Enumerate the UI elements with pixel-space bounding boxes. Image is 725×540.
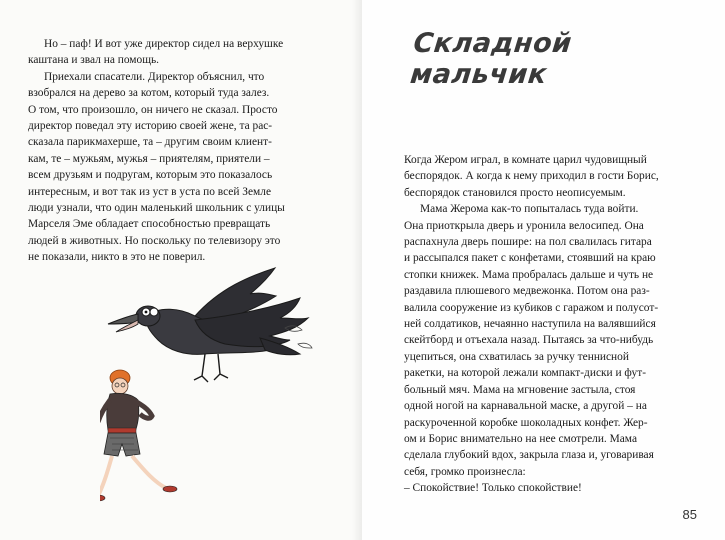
right-page <box>362 0 725 540</box>
crow-and-boy-illustration <box>100 258 350 528</box>
left-paragraph: Но – паф! И вот уже директор сидел на верхушке каштана и звал на помощь. <box>28 38 284 67</box>
right-paragraph: – Спокойствие! Только спокойствие! <box>404 482 582 495</box>
left-paragraph: Приехали спасатели. Директор объяснил, что взобрался на дерево за котом, который туда залез. О том, что произошло, он ничего не сказал. Просто директор поведал эту историю своей жене, та рас- сказала парикмахерше, та – другим своим клиент- кам, те – мужьям, мужья – приятелям, приятели – всем друзьям и подругам, которым это показалось интересным, и вот так из уст в уста по всей Земле люди узнали, что один маленький школьник с улицы Марселя Эме обладает способностью превращать людей в животных. Но поскольку по телевизору это не показали, никто в это не поверил. <box>28 70 285 264</box>
right-paragraph: Мама Жерома как-то попыталась туда войти. Она приоткрыла дверь и уронила велосипед. Она распахнула дверь пошире: на пол свалилась гитара и рассыпался пакет с конфетами, стоявший на краю стопки книжек. Мама пробралась дальше и чуть не раздавила плюшевого медвежонка. Потом она раз- валила сооружение из кубиков с гаражом и полусот- ней солдатиков, нечаянно наступила на валявшийся скейтборд и отъехала назад. Пытаясь за что-нибудь уцепиться, она схватилась за ручку теннисной ракетки, на которой лежали компакт-диски и фут- больный мяч. Мама на мгновение застыла, стоя одной ногой на карнавальной маске, а другой – на раскуроченной коробке шоколадных конфет. Жер- ом и Борис внимательно на нее смотрели. Мама сделала глубокий вдох, закрыла глаза и, уговаривая себя, громко произнесла: <box>404 203 659 478</box>
left-page-text <box>28 36 326 266</box>
right-paragraph: Когда Жером играл, в комнате царил чудовищный беспорядок. А когда к нему приходил в гости Борис, беспорядок становился просто неописуемым. <box>404 154 659 199</box>
chapter-title: Складной мальчик <box>408 28 574 90</box>
crow-illustration <box>108 268 312 382</box>
left-page <box>0 0 362 540</box>
running-boy-illustration <box>100 370 177 501</box>
page-number: 85 <box>682 507 697 522</box>
right-page-text <box>404 152 689 497</box>
